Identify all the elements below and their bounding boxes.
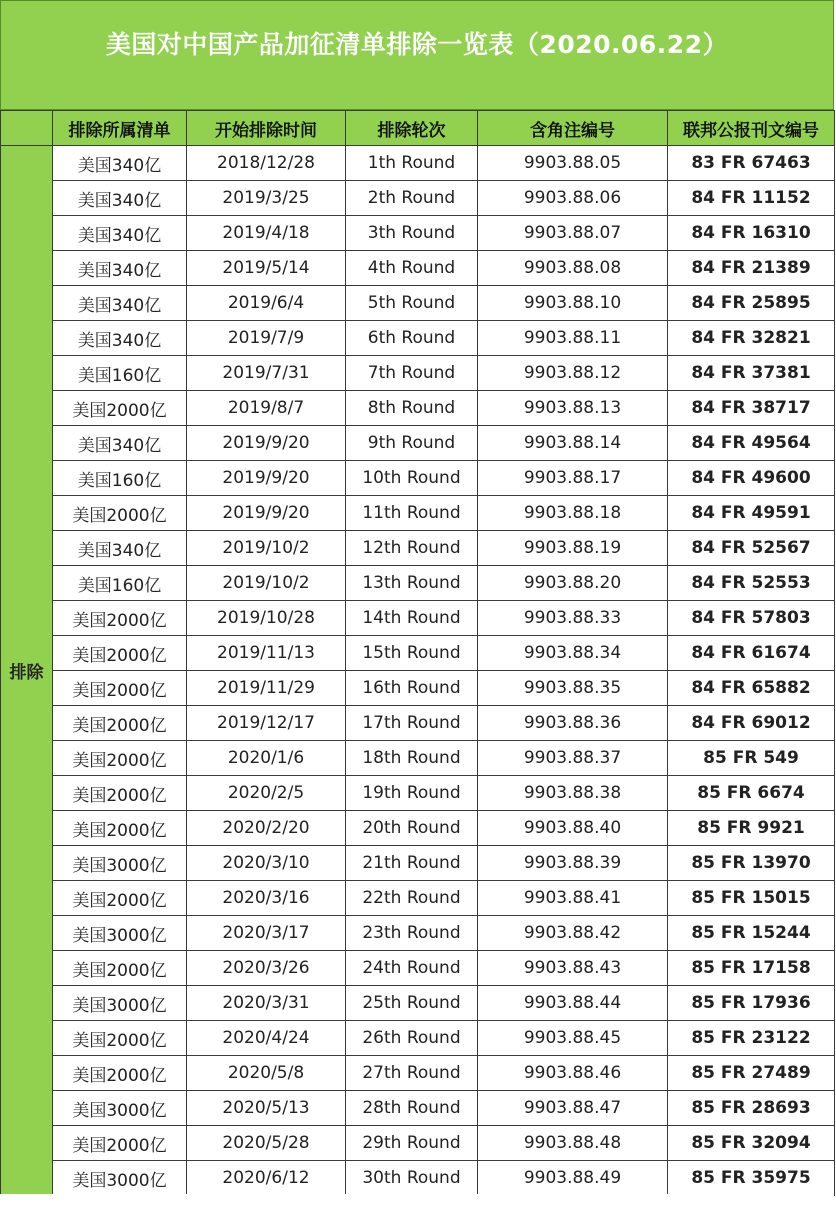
cell-list: 美国340亿 bbox=[53, 286, 187, 321]
cell-round: 8th Round bbox=[346, 391, 478, 426]
cell-note-number: 9903.88.47 bbox=[478, 1091, 668, 1126]
table-row bbox=[1, 636, 835, 671]
table-row bbox=[1, 181, 835, 216]
table-row bbox=[1, 496, 835, 531]
table-row bbox=[1, 321, 835, 356]
cell-list: 美国3000亿 bbox=[53, 1091, 187, 1126]
cell-federal-register: 85 FR 6674 bbox=[668, 776, 835, 811]
table-row bbox=[1, 706, 835, 741]
cell-start-date: 2020/3/17 bbox=[187, 916, 346, 951]
table-row bbox=[1, 1021, 835, 1056]
cell-federal-register: 85 FR 23122 bbox=[668, 1021, 835, 1056]
table-row bbox=[1, 391, 835, 426]
cell-note-number: 9903.88.34 bbox=[478, 636, 668, 671]
table-row bbox=[1, 426, 835, 461]
cell-list: 美国340亿 bbox=[53, 251, 187, 286]
cell-start-date: 2018/12/28 bbox=[187, 146, 346, 181]
cell-federal-register: 85 FR 15244 bbox=[668, 916, 835, 951]
cell-start-date: 2019/6/4 bbox=[187, 286, 346, 321]
cell-note-number: 9903.88.17 bbox=[478, 461, 668, 496]
table-row bbox=[1, 1091, 835, 1126]
cell-list: 美国160亿 bbox=[53, 461, 187, 496]
table-row bbox=[1, 601, 835, 636]
cell-note-number: 9903.88.13 bbox=[478, 391, 668, 426]
table-body bbox=[1, 146, 835, 1196]
cell-round: 10th Round bbox=[346, 461, 478, 496]
cell-federal-register: 85 FR 17936 bbox=[668, 986, 835, 1021]
cell-start-date: 2019/8/7 bbox=[187, 391, 346, 426]
cell-note-number: 9903.88.10 bbox=[478, 286, 668, 321]
column-header-federal-register: 联邦公报刊文编号 bbox=[668, 111, 835, 146]
cell-note-number: 9903.88.44 bbox=[478, 986, 668, 1021]
cell-note-number: 9903.88.14 bbox=[478, 426, 668, 461]
cell-list: 美国2000亿 bbox=[53, 951, 187, 986]
cell-note-number: 9903.88.49 bbox=[478, 1161, 668, 1196]
cell-note-number: 9903.88.36 bbox=[478, 706, 668, 741]
cell-round: 6th Round bbox=[346, 321, 478, 356]
cell-round: 20th Round bbox=[346, 811, 478, 846]
cell-list: 美国3000亿 bbox=[53, 986, 187, 1021]
cell-note-number: 9903.88.33 bbox=[478, 601, 668, 636]
cell-start-date: 2020/1/6 bbox=[187, 741, 346, 776]
cell-round: 16th Round bbox=[346, 671, 478, 706]
cell-list: 美国2000亿 bbox=[53, 496, 187, 531]
cell-round: 11th Round bbox=[346, 496, 478, 531]
cell-federal-register: 84 FR 61674 bbox=[668, 636, 835, 671]
cell-round: 12th Round bbox=[346, 531, 478, 566]
cell-round: 2th Round bbox=[346, 181, 478, 216]
cell-federal-register: 84 FR 21389 bbox=[668, 251, 835, 286]
cell-round: 24th Round bbox=[346, 951, 478, 986]
cell-note-number: 9903.88.11 bbox=[478, 321, 668, 356]
cell-federal-register: 85 FR 17158 bbox=[668, 951, 835, 986]
cell-start-date: 2019/10/28 bbox=[187, 601, 346, 636]
table-row bbox=[1, 566, 835, 601]
table-row bbox=[1, 986, 835, 1021]
cell-start-date: 2019/9/20 bbox=[187, 426, 346, 461]
cell-list: 美国2000亿 bbox=[53, 601, 187, 636]
cell-round: 27th Round bbox=[346, 1056, 478, 1091]
cell-list: 美国340亿 bbox=[53, 321, 187, 356]
cell-federal-register: 84 FR 49564 bbox=[668, 426, 835, 461]
table-row bbox=[1, 251, 835, 286]
cell-federal-register: 84 FR 11152 bbox=[668, 181, 835, 216]
cell-list: 美国3000亿 bbox=[53, 916, 187, 951]
cell-note-number: 9903.88.19 bbox=[478, 531, 668, 566]
cell-federal-register: 84 FR 57803 bbox=[668, 601, 835, 636]
cell-round: 13th Round bbox=[346, 566, 478, 601]
cell-round: 1th Round bbox=[346, 146, 478, 181]
cell-start-date: 2019/12/17 bbox=[187, 706, 346, 741]
cell-round: 15th Round bbox=[346, 636, 478, 671]
table-row bbox=[1, 286, 835, 321]
cell-federal-register: 85 FR 13970 bbox=[668, 846, 835, 881]
cell-list: 美国340亿 bbox=[53, 531, 187, 566]
cell-list: 美国2000亿 bbox=[53, 741, 187, 776]
cell-federal-register: 85 FR 15015 bbox=[668, 881, 835, 916]
cell-list: 美国2000亿 bbox=[53, 636, 187, 671]
cell-list: 美国2000亿 bbox=[53, 1126, 187, 1161]
cell-start-date: 2019/3/25 bbox=[187, 181, 346, 216]
cell-federal-register: 84 FR 32821 bbox=[668, 321, 835, 356]
cell-note-number: 9903.88.46 bbox=[478, 1056, 668, 1091]
header-blank bbox=[1, 111, 53, 146]
cell-start-date: 2019/10/2 bbox=[187, 531, 346, 566]
cell-federal-register: 84 FR 25895 bbox=[668, 286, 835, 321]
cell-start-date: 2019/11/13 bbox=[187, 636, 346, 671]
cell-federal-register: 85 FR 9921 bbox=[668, 811, 835, 846]
cell-start-date: 2019/9/20 bbox=[187, 461, 346, 496]
cell-round: 19th Round bbox=[346, 776, 478, 811]
cell-round: 9th Round bbox=[346, 426, 478, 461]
cell-round: 30th Round bbox=[346, 1161, 478, 1196]
cell-note-number: 9903.88.20 bbox=[478, 566, 668, 601]
cell-note-number: 9903.88.12 bbox=[478, 356, 668, 391]
cell-list: 美国340亿 bbox=[53, 146, 187, 181]
cell-note-number: 9903.88.45 bbox=[478, 1021, 668, 1056]
cell-federal-register: 85 FR 32094 bbox=[668, 1126, 835, 1161]
cell-start-date: 2020/3/10 bbox=[187, 846, 346, 881]
cell-note-number: 9903.88.07 bbox=[478, 216, 668, 251]
cell-start-date: 2019/7/9 bbox=[187, 321, 346, 356]
cell-start-date: 2020/4/24 bbox=[187, 1021, 346, 1056]
cell-list: 美国340亿 bbox=[53, 216, 187, 251]
cell-round: 26th Round bbox=[346, 1021, 478, 1056]
cell-federal-register: 85 FR 549 bbox=[668, 741, 835, 776]
column-header-round: 排除轮次 bbox=[346, 111, 478, 146]
cell-list: 美国160亿 bbox=[53, 566, 187, 601]
cell-note-number: 9903.88.05 bbox=[478, 146, 668, 181]
cell-federal-register: 84 FR 65882 bbox=[668, 671, 835, 706]
cell-note-number: 9903.88.35 bbox=[478, 671, 668, 706]
cell-start-date: 2019/11/29 bbox=[187, 671, 346, 706]
table-row bbox=[1, 846, 835, 881]
cell-federal-register: 84 FR 52553 bbox=[668, 566, 835, 601]
cell-list: 美国2000亿 bbox=[53, 1056, 187, 1091]
cell-start-date: 2019/9/20 bbox=[187, 496, 346, 531]
table-row bbox=[1, 1161, 835, 1196]
table-row bbox=[1, 531, 835, 566]
cell-note-number: 9903.88.43 bbox=[478, 951, 668, 986]
cell-start-date: 2020/5/8 bbox=[187, 1056, 346, 1091]
side-label: 排除 bbox=[1, 146, 53, 1196]
cell-start-date: 2020/3/31 bbox=[187, 986, 346, 1021]
table-row bbox=[1, 1056, 835, 1091]
cell-list: 美国340亿 bbox=[53, 181, 187, 216]
cell-federal-register: 83 FR 67463 bbox=[668, 146, 835, 181]
cell-federal-register: 85 FR 28693 bbox=[668, 1091, 835, 1126]
cell-federal-register: 84 FR 38717 bbox=[668, 391, 835, 426]
cell-round: 22th Round bbox=[346, 881, 478, 916]
table-footer-space bbox=[0, 1194, 834, 1227]
table-row bbox=[1, 811, 835, 846]
cell-federal-register: 84 FR 49591 bbox=[668, 496, 835, 531]
cell-note-number: 9903.88.37 bbox=[478, 741, 668, 776]
cell-round: 25th Round bbox=[346, 986, 478, 1021]
cell-note-number: 9903.88.40 bbox=[478, 811, 668, 846]
cell-start-date: 2019/10/2 bbox=[187, 566, 346, 601]
column-header-start-date: 开始排除时间 bbox=[187, 111, 346, 146]
cell-note-number: 9903.88.08 bbox=[478, 251, 668, 286]
cell-start-date: 2020/6/12 bbox=[187, 1161, 346, 1196]
table-row bbox=[1, 216, 835, 251]
cell-round: 17th Round bbox=[346, 706, 478, 741]
cell-federal-register: 84 FR 16310 bbox=[668, 216, 835, 251]
cell-list: 美国2000亿 bbox=[53, 1021, 187, 1056]
table-row bbox=[1, 776, 835, 811]
cell-round: 5th Round bbox=[346, 286, 478, 321]
cell-start-date: 2019/4/18 bbox=[187, 216, 346, 251]
cell-round: 3th Round bbox=[346, 216, 478, 251]
cell-note-number: 9903.88.42 bbox=[478, 916, 668, 951]
cell-start-date: 2020/2/20 bbox=[187, 811, 346, 846]
title-banner bbox=[0, 0, 834, 110]
cell-note-number: 9903.88.48 bbox=[478, 1126, 668, 1161]
cell-federal-register: 84 FR 37381 bbox=[668, 356, 835, 391]
cell-list: 美国2000亿 bbox=[53, 881, 187, 916]
table-row bbox=[1, 671, 835, 706]
exclusion-table bbox=[0, 110, 835, 1196]
cell-note-number: 9903.88.38 bbox=[478, 776, 668, 811]
column-header-note-number: 含角注编号 bbox=[478, 111, 668, 146]
cell-start-date: 2020/3/16 bbox=[187, 881, 346, 916]
cell-list: 美国2000亿 bbox=[53, 811, 187, 846]
cell-round: 28th Round bbox=[346, 1091, 478, 1126]
cell-list: 美国160亿 bbox=[53, 356, 187, 391]
cell-start-date: 2020/2/5 bbox=[187, 776, 346, 811]
table-row bbox=[1, 741, 835, 776]
cell-federal-register: 84 FR 69012 bbox=[668, 706, 835, 741]
cell-note-number: 9903.88.39 bbox=[478, 846, 668, 881]
cell-list: 美国3000亿 bbox=[53, 1161, 187, 1196]
cell-federal-register: 85 FR 35975 bbox=[668, 1161, 835, 1196]
cell-start-date: 2019/7/31 bbox=[187, 356, 346, 391]
table-row bbox=[1, 1126, 835, 1161]
cell-federal-register: 84 FR 52567 bbox=[668, 531, 835, 566]
cell-note-number: 9903.88.18 bbox=[478, 496, 668, 531]
cell-start-date: 2019/5/14 bbox=[187, 251, 346, 286]
table-row bbox=[1, 916, 835, 951]
cell-round: 14th Round bbox=[346, 601, 478, 636]
cell-round: 21th Round bbox=[346, 846, 478, 881]
cell-round: 4th Round bbox=[346, 251, 478, 286]
table-row bbox=[1, 146, 835, 181]
cell-round: 18th Round bbox=[346, 741, 478, 776]
table-row bbox=[1, 461, 835, 496]
cell-list: 美国2000亿 bbox=[53, 706, 187, 741]
table-row bbox=[1, 951, 835, 986]
cell-list: 美国2000亿 bbox=[53, 391, 187, 426]
cell-start-date: 2020/5/28 bbox=[187, 1126, 346, 1161]
column-header-list: 排除所属清单 bbox=[53, 111, 187, 146]
table-header-row bbox=[1, 111, 835, 146]
cell-list: 美国2000亿 bbox=[53, 671, 187, 706]
cell-start-date: 2020/5/13 bbox=[187, 1091, 346, 1126]
cell-round: 7th Round bbox=[346, 356, 478, 391]
cell-round: 29th Round bbox=[346, 1126, 478, 1161]
cell-list: 美国3000亿 bbox=[53, 846, 187, 881]
cell-federal-register: 84 FR 49600 bbox=[668, 461, 835, 496]
table-row bbox=[1, 881, 835, 916]
cell-list: 美国2000亿 bbox=[53, 776, 187, 811]
cell-federal-register: 85 FR 27489 bbox=[668, 1056, 835, 1091]
cell-round: 23th Round bbox=[346, 916, 478, 951]
cell-note-number: 9903.88.41 bbox=[478, 881, 668, 916]
table-row bbox=[1, 356, 835, 391]
cell-list: 美国340亿 bbox=[53, 426, 187, 461]
cell-start-date: 2020/3/26 bbox=[187, 951, 346, 986]
page-title: 美国对中国产品加征清单排除一览表（2020.06.22） bbox=[105, 30, 729, 59]
cell-note-number: 9903.88.06 bbox=[478, 181, 668, 216]
